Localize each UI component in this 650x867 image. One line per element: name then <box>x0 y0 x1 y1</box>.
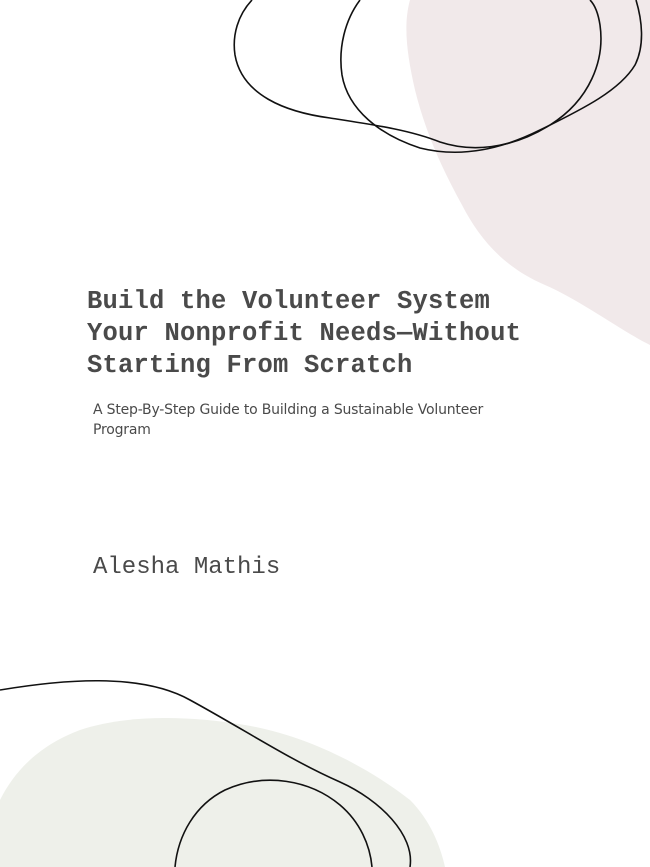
book-title-line: Your Nonprofit Needs—Without <box>87 319 522 348</box>
book-subtitle-line: A Step-By-Step Guide to Building a Sustainable Volunteer <box>93 402 484 418</box>
book-title <box>87 286 627 382</box>
sage-blob-shape <box>0 718 445 867</box>
book-title-line: Starting From Scratch <box>87 351 413 380</box>
book-subtitle <box>93 400 533 440</box>
book-title-line: Build the Volunteer System <box>87 287 491 316</box>
book-subtitle-line: Program <box>93 422 151 438</box>
author-name: Alesha Mathis <box>93 554 281 581</box>
